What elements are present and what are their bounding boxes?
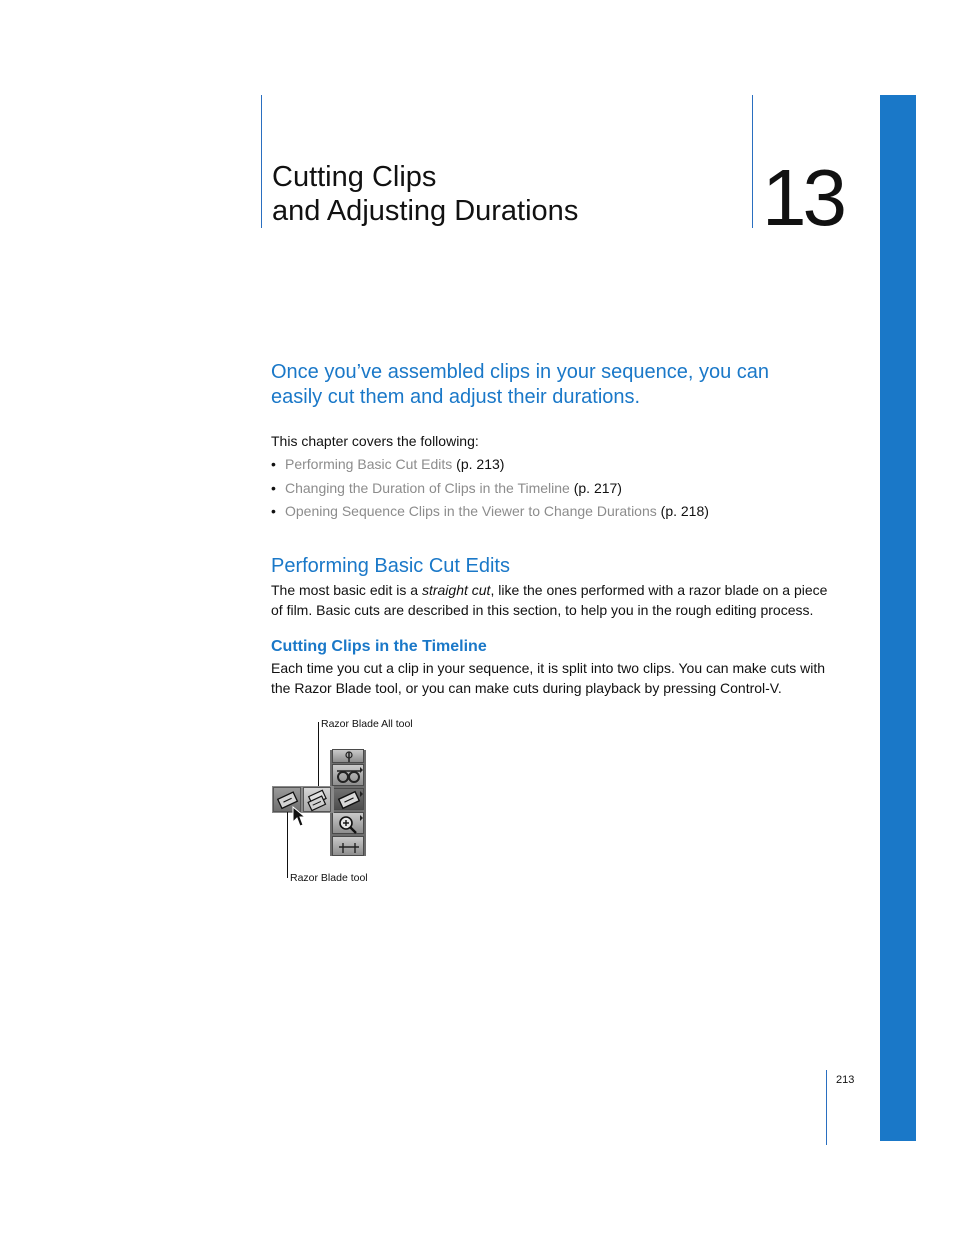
link-tool-icon bbox=[333, 765, 365, 787]
toc-item bbox=[271, 453, 709, 477]
crop-tool-button[interactable] bbox=[332, 836, 364, 856]
section-heading: Performing Basic Cut Edits bbox=[271, 555, 510, 577]
zoom-icon bbox=[333, 813, 365, 835]
toc-page: (p. 218) bbox=[656, 503, 709, 519]
razor-blade-all-icon bbox=[304, 788, 332, 813]
chapter-title-line1: Cutting Clips bbox=[272, 161, 437, 193]
page-number-rule bbox=[826, 1070, 827, 1145]
page-number: 213 bbox=[836, 1074, 855, 1086]
bullet: • bbox=[271, 456, 276, 472]
toc-list bbox=[271, 453, 709, 524]
bullet: • bbox=[271, 479, 276, 496]
subsection-paragraph: Each time you cut a clip in your sequence, it is split into two clips. You can make cuts with the Razor Blade tool, or you can make cuts during playback by pressing Control-V. bbox=[271, 660, 826, 696]
tool-slot bbox=[332, 749, 364, 763]
toc-page: (p. 213) bbox=[452, 456, 505, 472]
caption-razor-blade: Razor Blade tool bbox=[290, 872, 368, 884]
razor-tool-button[interactable] bbox=[332, 788, 364, 810]
toc-item bbox=[271, 500, 709, 524]
crop-tool-icon bbox=[333, 837, 365, 857]
toc-page: (p. 217) bbox=[569, 479, 622, 496]
chapter-number: 13 bbox=[762, 153, 843, 242]
section-paragraph-start: The most basic edit is a bbox=[271, 582, 422, 598]
razor-blade-all-tool-button[interactable] bbox=[303, 787, 331, 812]
chapter-title bbox=[272, 160, 742, 228]
toc-link-basic-cut-edits[interactable]: Performing Basic Cut Edits bbox=[285, 456, 453, 472]
section-paragraph-end: , like the ones performed with a razor blade on a piece of film. Basic cuts are described in this section, to help you in the rough editing process. bbox=[271, 582, 828, 618]
leader-line-bottom bbox=[287, 812, 288, 878]
zoom-tool-button[interactable] bbox=[332, 812, 364, 834]
bullet: • bbox=[271, 503, 276, 519]
leader-line-top bbox=[318, 722, 319, 790]
caption-razor-blade-all: Razor Blade All tool bbox=[321, 718, 413, 730]
title-rule-left bbox=[261, 95, 262, 228]
toc-item bbox=[271, 477, 709, 501]
razor-blade-icon bbox=[333, 789, 365, 811]
chapter-intro: Once you’ve assembled clips in your sequence, you can easily cut them and adjust their durations. bbox=[271, 361, 770, 408]
tool-palette bbox=[330, 750, 366, 856]
section-paragraph-term: straight cut bbox=[421, 582, 491, 598]
chapter-title-line2: and Adjusting Durations bbox=[272, 195, 579, 227]
chapter-tab bbox=[880, 95, 916, 1141]
toc-link-opening-sequence-clips[interactable]: Opening Sequence Clips in the Viewer to Change Durations bbox=[285, 503, 657, 519]
covers-label: This chapter covers the following: bbox=[271, 433, 479, 449]
title-rule-right bbox=[752, 95, 753, 228]
roll-tool-icon bbox=[333, 750, 365, 764]
section-paragraph bbox=[271, 580, 831, 620]
link-tool-button[interactable] bbox=[332, 764, 364, 786]
subsection-heading: Cutting Clips in the Timeline bbox=[271, 638, 487, 655]
toc-link-changing-duration[interactable]: Changing the Duration of Clips in the Timeline bbox=[285, 479, 570, 496]
pointer-cursor-icon bbox=[292, 806, 306, 828]
